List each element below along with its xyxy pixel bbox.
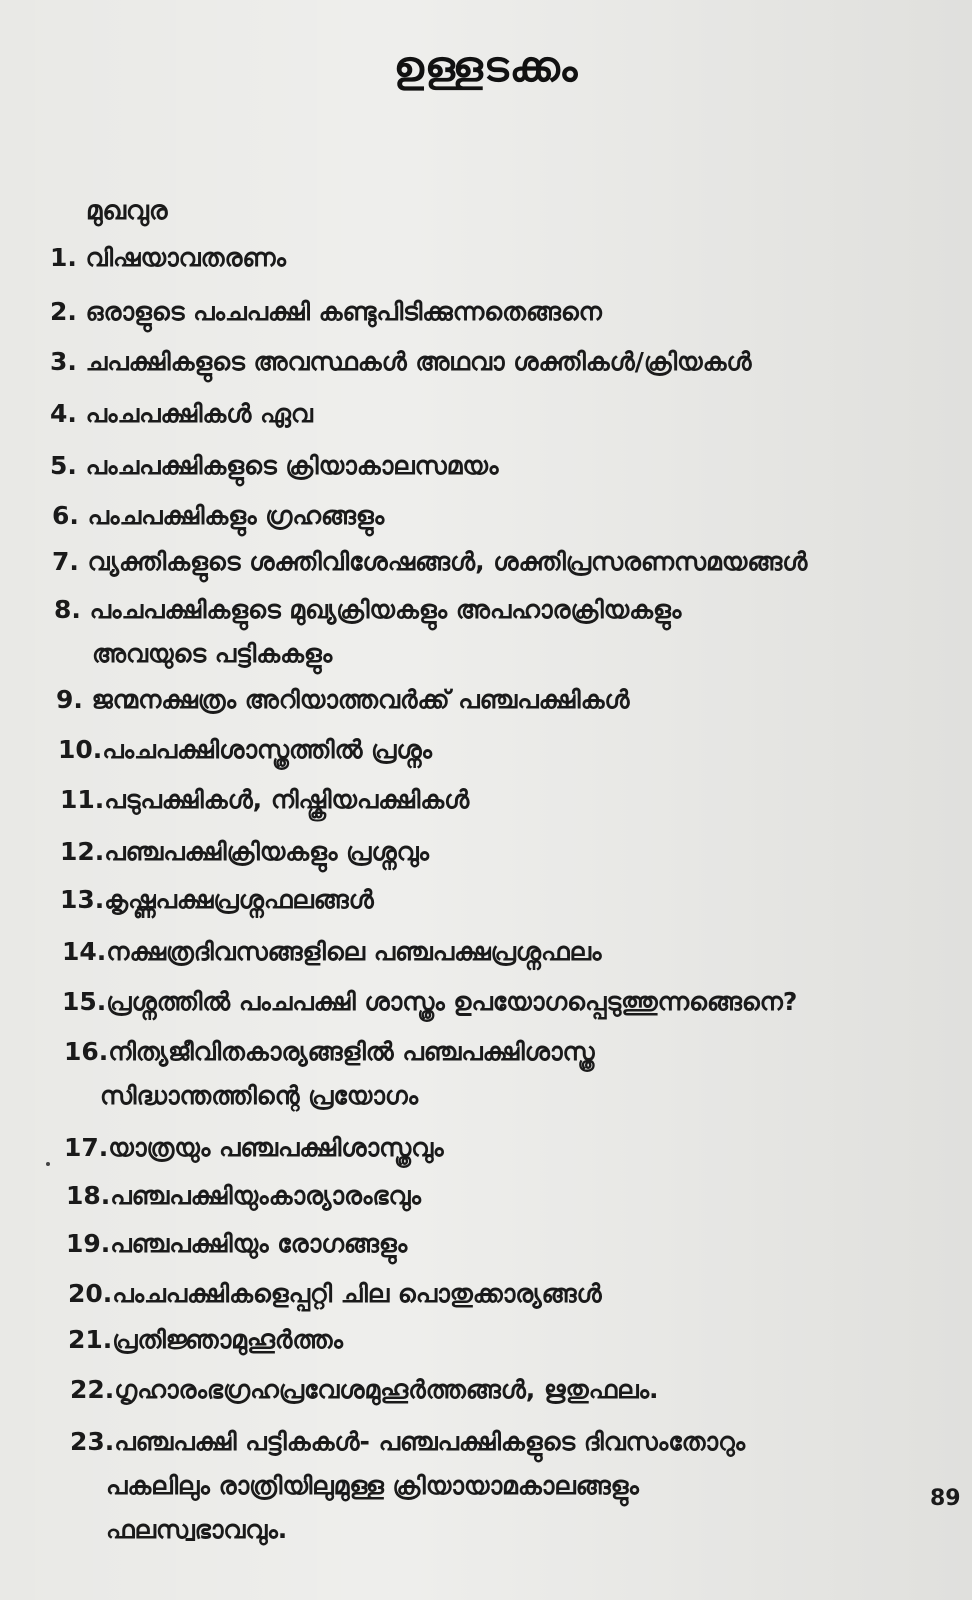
toc-entry-title: പംചപക്ഷികളുടെ ക്രിയാകാലസമയം (85, 451, 499, 480)
toc-entry-number: 10. (58, 735, 103, 764)
toc-entry-title: പഞ്ചപക്ഷിയുംകാര്യാരംഭവും (110, 1181, 421, 1210)
toc-entry-title: പഞ്ചപക്ഷിയും രോഗങ്ങളും (110, 1229, 408, 1258)
toc-entry-title: പംചപക്ഷികളും ഗ്രഹങ്ങളും (87, 501, 385, 530)
toc-entry-title: പഞ്ചപക്ഷിക്രിയകളും പ്രശ്നവും (104, 837, 430, 866)
toc-entry-title: പംചപക്ഷിശാസ്ത്രത്തിൽ പ്രശ്നം (102, 735, 433, 764)
toc-entry-number: 4. (50, 399, 77, 428)
toc-entry (50, 290, 602, 334)
toc-entry-title: കൃഷ്ണപക്ഷപ്രശ്നഫലങ്ങൾ (104, 885, 374, 914)
toc-entry-number: 22. (70, 1375, 115, 1404)
toc-entry-continuation: പകലിലും രാത്രിയിലുമുള്ള ക്രിയായാമകാലങ്ങളും (106, 1471, 639, 1500)
toc-entry (66, 1174, 421, 1218)
toc-entry-number: 9. (56, 685, 83, 714)
toc-entry-title: നിത്യജീവിതകാര്യങ്ങളിൽ പഞ്ചപക്ഷിശാസ്ത്ര (108, 1037, 595, 1066)
toc-entry-number: 12. (60, 837, 105, 866)
toc-entry-number: 21. (68, 1325, 113, 1354)
toc-entry-continuation: ഫലസ്വഭാവവും. (106, 1515, 288, 1544)
toc-entry (70, 1368, 659, 1412)
toc-entry-title: പംചപക്ഷികളെപ്പറ്റി ചില പൊതുക്കാര്യങ്ങൾ (112, 1279, 602, 1308)
toc-entry (64, 1030, 595, 1118)
toc-preface: മുഖവുര (86, 196, 168, 226)
toc-entry-number: 20. (68, 1279, 113, 1308)
toc-entry-number: 5. (50, 451, 77, 480)
toc-entry-number: 7. (52, 547, 79, 576)
toc-entry (64, 1126, 444, 1170)
toc-entry (60, 878, 374, 922)
toc-entry-number: 2. (50, 297, 77, 326)
toc-entry-number: 16. (64, 1037, 109, 1066)
toc-entry-title: പംചപക്ഷികളുടെ മുഖ്യക്രിയകളും അപഹാരക്രിയകളും (89, 595, 682, 624)
toc-entry-title: ജന്മനക്ഷത്രം അറിയാത്തവർക്ക് പഞ്ചപക്ഷികൾ (91, 685, 630, 714)
toc-entry-title: പ്രതിജ്ഞാമുഹൂർത്തം (112, 1325, 344, 1354)
toc-entry (56, 678, 630, 722)
toc-entry-number: 13. (60, 885, 105, 914)
toc-entry (62, 930, 601, 974)
toc-entry-number: 3. (50, 347, 77, 376)
toc-entry-title: പ്രശ്നത്തിൽ പംചപക്ഷി ശാസ്ത്രം ഉപയോഗപ്പെടുത്തുന്നങ്ങെനെ? (106, 987, 798, 1016)
toc-entry-number: 1. (50, 243, 77, 272)
toc-entry (50, 340, 752, 384)
toc-entry-continuation: സിദ്ധാന്തത്തിന്റെ പ്രയോഗം (100, 1081, 419, 1110)
toc-entry (68, 1272, 602, 1316)
toc-entry-title: ഗൃഹാരംഭഗ്രഹപ്രവേശമുഹൂർത്തങ്ങൾ, ഋതുഫലം. (114, 1375, 659, 1404)
toc-entry-title: യാത്രയും പഞ്ചപക്ഷിശാസ്ത്രവും (108, 1133, 444, 1162)
toc-entry (66, 1222, 407, 1266)
toc-entry (60, 778, 469, 822)
toc-entry-number: 23. (70, 1427, 115, 1456)
toc-entry (58, 728, 432, 772)
toc-entry (60, 830, 429, 874)
toc-entry-title: വ്യക്തികളുടെ ശക്തിവിശേഷങ്ങൾ, ശക്തിപ്രസരണസമയങ്ങൾ (87, 547, 808, 576)
toc-entry-title: ചപക്ഷികളുടെ അവസ്ഥകൾ അഥവാ ശക്തികൾ/ക്രിയകൾ (85, 347, 752, 376)
toc-entry (52, 494, 384, 538)
toc-entry (52, 540, 807, 584)
toc-entry-title: വിഷയാവതരണം (85, 243, 286, 272)
toc-entry-continuation: അവയുടെ പട്ടികകളും (92, 639, 333, 668)
toc-entry-title: പഞ്ചപക്ഷി പട്ടികകൾ- പഞ്ചപക്ഷികളുടെ ദിവസംതോറും (114, 1427, 746, 1456)
toc-entry-number: 19. (66, 1229, 111, 1258)
toc-entry-number: 11. (60, 785, 105, 814)
toc-entry-number: 8. (54, 595, 81, 624)
page-title: ഉള്ളടക്കം (393, 42, 579, 91)
toc-entry-title: ഒരാളുടെ പംചപക്ഷി കണ്ടുപിടിക്കുന്നതെങ്ങനെ (85, 297, 602, 326)
toc-entry-title: നക്ഷത്രദിവസങ്ങളിലെ പഞ്ചപക്ഷപ്രശ്നഫലം (106, 937, 602, 966)
page-number: 89 (930, 1486, 961, 1511)
toc-entry (62, 980, 797, 1024)
stray-dot-mark (46, 1162, 50, 1166)
toc-entry-number: 6. (52, 501, 79, 530)
toc-entry (50, 236, 286, 280)
toc-entry-title: പംചപക്ഷികൾ ഏവ (85, 399, 313, 428)
toc-entry-number: 15. (62, 987, 107, 1016)
toc-entry-number: 18. (66, 1181, 111, 1210)
toc-entry (68, 1318, 343, 1362)
toc-entry (50, 444, 498, 488)
toc-entry (50, 392, 313, 436)
toc-entry-number: 14. (62, 937, 107, 966)
toc-entry (54, 588, 681, 676)
toc-entry-title: പടുപക്ഷികൾ, നിഷ്ക്രിയപക്ഷികൾ (104, 785, 470, 814)
toc-entry (70, 1420, 745, 1552)
toc-entry-number: 17. (64, 1133, 109, 1162)
